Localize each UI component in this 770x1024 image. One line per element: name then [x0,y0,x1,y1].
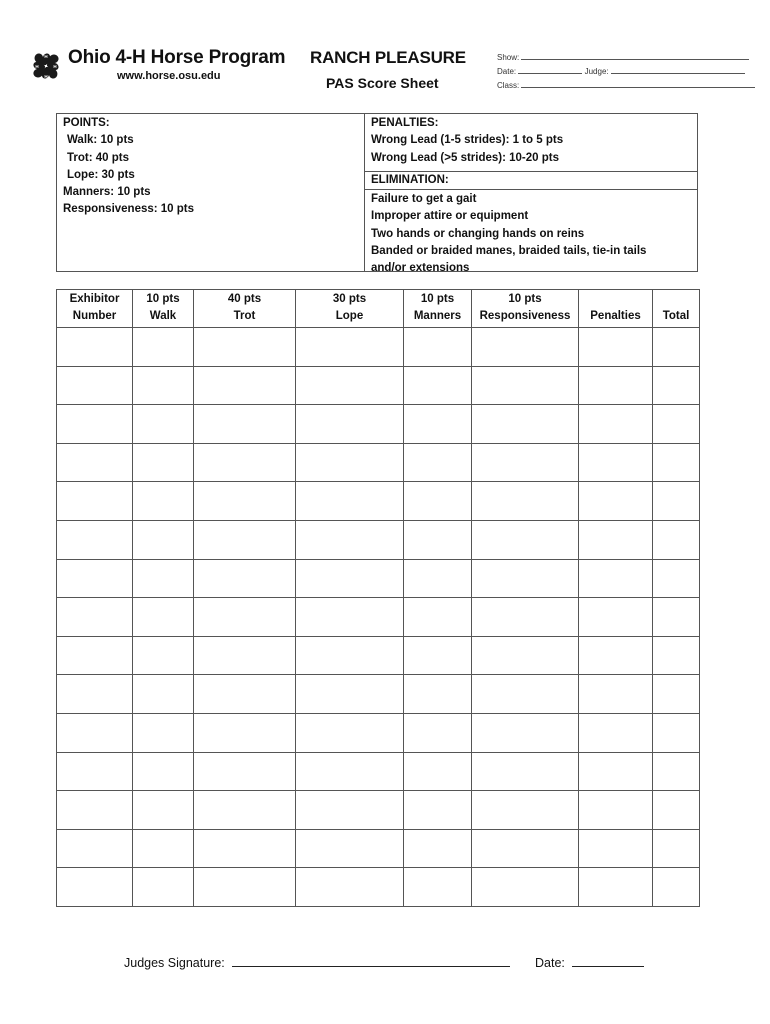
score-cell[interactable] [653,366,700,405]
points-item: Walk: 10 pts [67,134,134,147]
score-cell[interactable] [133,520,194,559]
score-cell[interactable] [404,405,472,444]
signature-date-field[interactable] [535,955,644,970]
elimination-item: Banded or braided manes, braided tails, tie-in tails [371,244,647,257]
svg-text:H: H [44,54,48,59]
table-row [57,868,700,907]
score-cell[interactable] [404,598,472,637]
table-row [57,443,700,482]
score-cell[interactable] [133,713,194,752]
score-cell[interactable] [653,328,700,367]
score-cell[interactable] [194,675,296,714]
score-cell[interactable] [404,636,472,675]
score-cell[interactable] [404,520,472,559]
score-cell[interactable] [133,675,194,714]
score-cell[interactable] [472,328,579,367]
points-item: Responsiveness: 10 pts [63,203,195,216]
table-row [57,598,700,637]
score-cell[interactable] [296,791,404,830]
score-cell[interactable] [296,636,404,675]
score-cell[interactable] [194,752,296,791]
table-row [57,328,700,367]
score-cell[interactable] [194,713,296,752]
score-cell[interactable] [57,868,133,907]
points-item: Manners: 10 pts [63,186,151,199]
date-judge-field[interactable] [497,66,745,76]
table-row [57,752,700,791]
table-row [57,829,700,868]
col-total: Total [653,290,700,328]
score-cell[interactable] [653,829,700,868]
score-cell[interactable] [579,443,653,482]
score-cell[interactable] [404,713,472,752]
score-cell[interactable] [472,520,579,559]
elimination-item: and/or extensions [371,262,470,275]
score-cell[interactable] [296,559,404,598]
col-manners: 10 pts Manners [404,290,472,328]
class-line[interactable] [521,80,755,88]
score-cell[interactable] [133,636,194,675]
class-field[interactable] [497,80,755,90]
table-row [57,366,700,405]
score-cell[interactable] [133,559,194,598]
score-cell[interactable] [653,443,700,482]
score-cell[interactable] [296,405,404,444]
date-label: Date: [497,67,517,76]
score-cell[interactable] [194,520,296,559]
score-cell[interactable] [57,482,133,521]
score-cell[interactable] [57,675,133,714]
score-cell[interactable] [57,520,133,559]
rules-box [56,113,698,275]
col-exhibitor-number: Exhibitor Number [57,290,133,328]
table-row [57,559,700,598]
table-row [57,675,700,714]
score-cell[interactable] [296,713,404,752]
score-cell[interactable] [57,366,133,405]
score-cell[interactable] [404,675,472,714]
elimination-heading: ELIMINATION: [371,174,449,186]
score-cell[interactable] [472,713,579,752]
show-field[interactable] [497,52,749,62]
score-cell[interactable] [472,636,579,675]
table-header-row [57,290,700,328]
score-cell[interactable] [579,520,653,559]
score-cell[interactable] [579,791,653,830]
judges-signature-line[interactable] [232,955,510,967]
score-cell[interactable] [57,636,133,675]
penalty-item: Wrong Lead (>5 strides): 10-20 pts [371,151,559,164]
score-cell[interactable] [472,791,579,830]
score-table [56,289,700,907]
score-cell[interactable] [579,482,653,521]
score-cell[interactable] [194,868,296,907]
score-cell[interactable] [296,598,404,637]
score-cell[interactable] [296,520,404,559]
score-cell[interactable] [133,328,194,367]
points-heading: POINTS: [63,117,110,129]
judges-signature-label: Judges Signature: [124,956,225,970]
elimination-item: Failure to get a gait [371,193,477,205]
penalty-item: Wrong Lead (1-5 strides): 1 to 5 pts [371,134,564,147]
score-cell[interactable] [579,752,653,791]
score-cell[interactable] [404,482,472,521]
score-cell[interactable] [194,482,296,521]
score-cell[interactable] [579,868,653,907]
score-cell[interactable] [404,559,472,598]
score-cell[interactable] [653,713,700,752]
score-cell[interactable] [57,443,133,482]
judge-line[interactable] [611,66,745,74]
score-cell[interactable] [579,366,653,405]
score-cell[interactable] [133,482,194,521]
score-cell[interactable] [296,366,404,405]
table-row [57,482,700,521]
score-cell[interactable] [579,675,653,714]
score-cell[interactable] [133,598,194,637]
score-cell[interactable] [133,443,194,482]
score-cell[interactable] [472,482,579,521]
score-cell[interactable] [404,868,472,907]
score-cell[interactable] [194,829,296,868]
score-cell[interactable] [472,405,579,444]
score-cell[interactable] [57,713,133,752]
score-cell[interactable] [472,868,579,907]
score-cell[interactable] [404,791,472,830]
score-cell[interactable] [133,366,194,405]
table-row [57,520,700,559]
score-cell[interactable] [194,559,296,598]
score-cell[interactable] [404,752,472,791]
table-row [57,405,700,444]
org-name: Ohio 4-H Horse Program [68,47,286,68]
col-walk: 10 pts Walk [133,290,194,328]
score-cell[interactable] [472,366,579,405]
date-line[interactable] [518,66,582,74]
score-cell[interactable] [296,328,404,367]
score-cell[interactable] [133,868,194,907]
points-section [57,114,365,271]
table-row [57,713,700,752]
score-cell[interactable] [579,598,653,637]
class-label: Class: [497,81,520,90]
score-cell[interactable] [296,482,404,521]
score-cell[interactable] [404,829,472,868]
svg-text:H: H [53,64,57,69]
org-url[interactable]: www.horse.osu.edu [117,70,221,82]
sheet-subtitle: PAS Score Sheet [326,75,439,91]
score-cell[interactable] [57,829,133,868]
score-cell[interactable] [653,791,700,830]
elimination-item: Two hands or changing hands on reins [371,227,585,240]
show-line[interactable] [521,52,749,60]
score-cell[interactable] [194,636,296,675]
score-cell[interactable] [194,405,296,444]
score-cell[interactable] [579,559,653,598]
score-cell[interactable] [653,405,700,444]
score-cell[interactable] [472,675,579,714]
score-cell[interactable] [296,675,404,714]
judge-label: Judge: [584,67,609,76]
score-cell[interactable] [653,868,700,907]
col-lope: 30 pts Lope [296,290,404,328]
score-cell[interactable] [472,752,579,791]
score-cell[interactable] [194,598,296,637]
score-cell[interactable] [653,752,700,791]
table-row [57,791,700,830]
score-cell[interactable] [57,791,133,830]
points-item: Lope: 30 pts [67,168,135,181]
signature-date-line[interactable] [572,955,644,967]
col-trot: 40 pts Trot [194,290,296,328]
elimination-item: Improper attire or equipment [371,210,529,223]
score-cell[interactable] [57,598,133,637]
score-cell[interactable] [57,405,133,444]
score-cell[interactable] [194,443,296,482]
score-cell[interactable] [579,328,653,367]
score-cell[interactable] [133,752,194,791]
four-leaf-clover-icon [28,48,64,84]
table-row [57,636,700,675]
score-cell[interactable] [579,713,653,752]
score-cell[interactable] [653,598,700,637]
score-cell[interactable] [579,405,653,444]
judges-signature-field[interactable] [124,955,510,970]
score-cell[interactable] [296,829,404,868]
signature-date-label: Date: [535,956,565,970]
svg-text:H: H [44,74,48,79]
score-cell[interactable] [296,443,404,482]
score-cell[interactable] [404,366,472,405]
score-cell[interactable] [472,829,579,868]
show-label: Show: [497,53,520,62]
score-cell[interactable] [133,829,194,868]
penalties-heading: PENALTIES: [371,117,439,129]
score-cell[interactable] [472,598,579,637]
points-item: Trot: 40 pts [67,151,129,164]
score-cell[interactable] [194,366,296,405]
score-cell[interactable] [57,752,133,791]
score-cell[interactable] [653,482,700,521]
score-cell[interactable] [133,405,194,444]
score-cell[interactable] [579,636,653,675]
score-cell[interactable] [57,328,133,367]
score-cell[interactable] [472,559,579,598]
score-cell[interactable] [57,559,133,598]
score-cell[interactable] [296,868,404,907]
score-cell[interactable] [472,443,579,482]
score-cell[interactable] [653,636,700,675]
score-cell[interactable] [579,829,653,868]
score-cell[interactable] [194,791,296,830]
score-cell[interactable] [653,675,700,714]
score-cell[interactable] [404,328,472,367]
score-cell[interactable] [133,791,194,830]
score-cell[interactable] [404,443,472,482]
svg-text:H: H [35,64,39,69]
penalties-section [365,114,697,275]
score-cell[interactable] [653,520,700,559]
score-cell[interactable] [194,328,296,367]
col-responsiveness: 10 pts Responsiveness [472,290,579,328]
score-cell[interactable] [653,559,700,598]
score-cell[interactable] [296,752,404,791]
sheet-title: RANCH PLEASURE [310,48,466,67]
col-penalties: Penalties [579,290,653,328]
